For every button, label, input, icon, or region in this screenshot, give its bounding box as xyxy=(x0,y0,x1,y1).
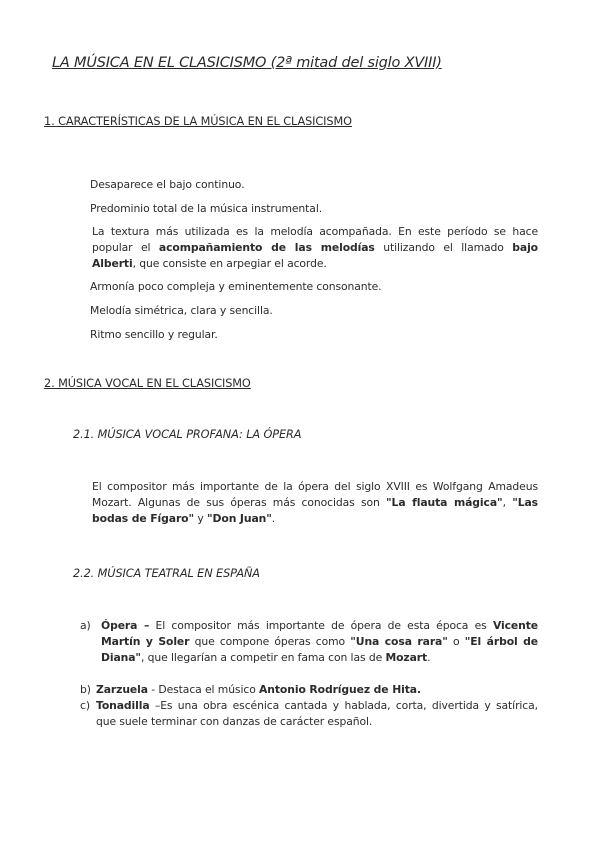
list-item: Armonía poco compleja y eminentemente consonante. xyxy=(90,280,382,293)
list-item: Desaparece el bajo continuo. xyxy=(90,178,245,191)
list-item: Predominio total de la música instrumental. xyxy=(90,202,323,215)
subsection-2-2-heading: 2.2. MÚSICA TEATRAL EN ESPAÑA xyxy=(73,567,260,580)
list-item-text: Tonadilla –Es una obra escénica cantada y hablada, corta, divertida y satírica, que suele terminar con danzas de carácter español. xyxy=(96,699,538,728)
list-marker: c) xyxy=(80,699,90,712)
list-item-opera xyxy=(80,618,538,682)
section-1-heading: 1. CARACTERÍSTICAS DE LA MÚSICA EN EL CLASICISMO xyxy=(44,115,352,128)
list-item-text: Ópera – El compositor más importante de ópera de esta época es Vicente Martín y Soler que compone óperas como "Una cosa rara" o "El árbol de Diana", que llegarían a competir en fama con las de Mozart. xyxy=(101,619,539,664)
list-item-tonadilla xyxy=(80,698,538,730)
list-marker: a) xyxy=(80,619,91,632)
opera-paragraph: El compositor más importante de la ópera del siglo XVIII es Wolfgang Amadeus Mozart. Algunas de sus óperas más conocidas son "La flauta mágica", "Las bodas de Fígaro" y "Don Juan". xyxy=(92,480,539,525)
textura-paragraph: La textura más utilizada es la melodía acompañada. En este período se hace popular el acompañamiento de las melodías utilizando el llamado bajo Alberti, que consiste en arpegiar el acorde. xyxy=(92,225,538,270)
section-2-heading: 2. MÚSICA VOCAL EN EL CLASICISMO xyxy=(44,377,251,390)
subsection-2-1-heading: 2.1. MÚSICA VOCAL PROFANA: LA ÓPERA xyxy=(73,428,302,441)
page-title: LA MÚSICA EN EL CLASICISMO (2ª mitad del siglo XVIII) xyxy=(52,55,442,71)
list-marker: b) xyxy=(80,683,91,696)
list-item-text: Zarzuela - Destaca el músico Antonio Rodríguez de Hita. xyxy=(96,683,421,696)
list-item-zarzuela xyxy=(80,682,538,698)
list-item: Melodía simétrica, clara y sencilla. xyxy=(90,304,273,317)
list-item: Ritmo sencillo y regular. xyxy=(90,328,218,341)
